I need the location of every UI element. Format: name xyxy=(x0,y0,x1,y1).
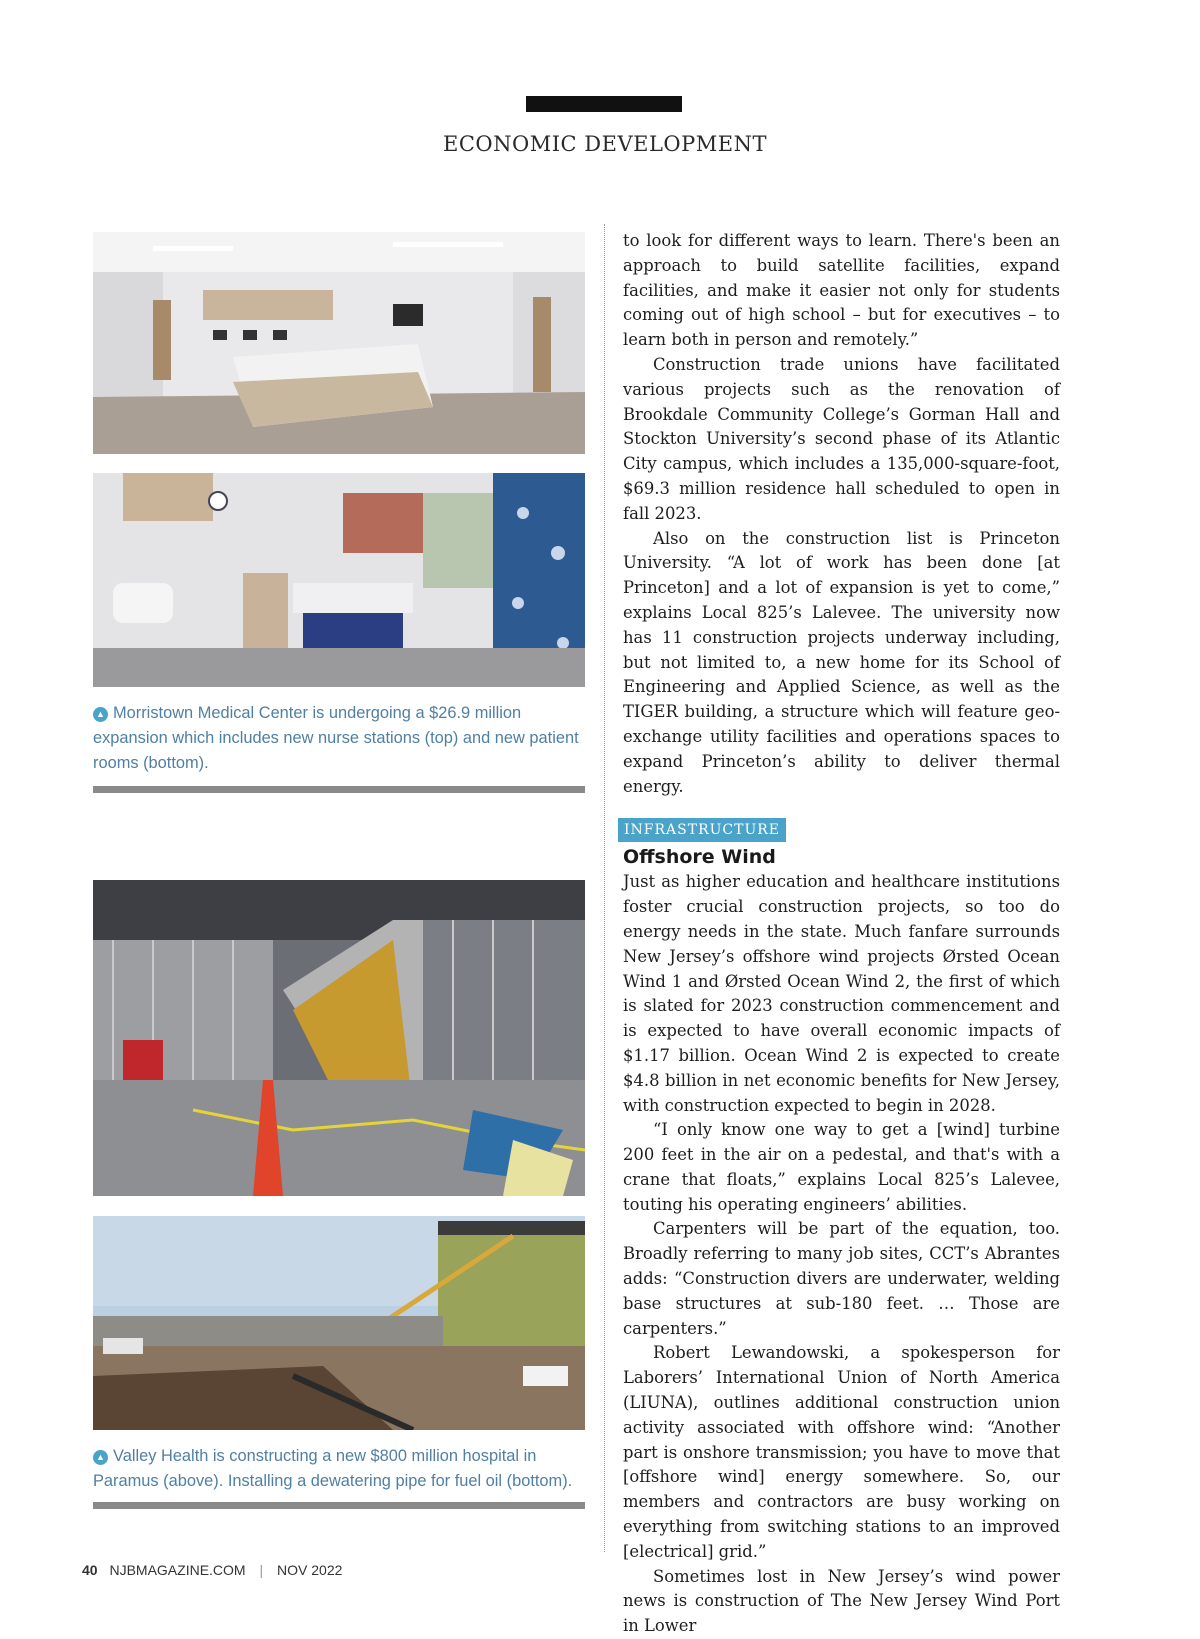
footer-issue: NOV 2022 xyxy=(277,1562,343,1578)
section-badge: INFRASTRUCTURE xyxy=(618,818,786,842)
article-paragraph: to look for different ways to learn. There's been an approach to build satellite facilities, expand facilities, and make it easier not only for students coming out of high school – but for executives – to learn both in person and remotely.” xyxy=(623,231,1060,350)
construction-site-photo xyxy=(93,1216,585,1430)
subheading: Offshore Wind xyxy=(623,846,776,869)
section-marker-bar xyxy=(526,96,682,112)
article-paragraph: Just as higher education and healthcare institutions foster crucial construction projects, so too do energy needs in the state. Much fanfare surrounds New Jersey’s offshore wind projects Ørsted Ocean Wind 1 and Ørsted Ocean Wind 2, the first of which is slated for 2023 construction commencement and is expected to have overall economic impacts of $1.17 billion. Ocean Wind 2 is expected to create $4.8 billion in net economic benefits for New Jersey, with construction expected to begin in 2028. xyxy=(623,872,1060,1115)
photo-caption-1: ▲ Morristown Medical Center is undergoing a $26.9 million expansion which includes new nurse stations (top) and new patient rooms (bottom). xyxy=(93,704,579,772)
caption-rule xyxy=(93,786,585,793)
article-paragraph: Sometimes lost in New Jersey’s wind power news is construction of The New Jersey Wind Port in Lower xyxy=(623,1566,1060,1636)
article-body xyxy=(623,229,1060,1639)
footer-site: NJBMAGAZINE.COM xyxy=(109,1562,246,1578)
nurse-station-photo xyxy=(93,232,585,454)
photo-caption-2: ▲ Valley Health is constructing a new $800 million hospital in Paramus (above). Installing a dewatering pipe for fuel oil (bottom). xyxy=(93,1447,573,1490)
construction-interior-photo xyxy=(93,880,585,1196)
section-title: ECONOMIC DEVELOPMENT xyxy=(443,132,767,156)
column-divider xyxy=(604,224,605,1552)
page-footer xyxy=(82,1562,342,1578)
caption-arrow-icon: ▲ xyxy=(93,707,108,722)
article-paragraph: Carpenters will be part of the equation, too. Broadly referring to many job sites, CCT’s Abrantes adds: “Construction divers are underwater, welding base structures at sub-180 feet. … Those are carpenters.” xyxy=(623,1219,1060,1338)
article-paragraph: Also on the construction list is Princeton University. “A lot of work has been done [at Princeton] and a lot of expansion is yet to come,” explains Local 825’s Lalevee. The university now has 11 construction projects underway including, but not limited to, a new home for its School of Engineering and Applied Science, as well as the TIGER building, a structure which will feature geo-exchange utility facilities and operations spaces to expand Princeton’s ability to deliver thermal energy. xyxy=(623,528,1060,796)
patient-room-photo xyxy=(93,473,585,687)
article-paragraph: “I only know one way to get a [wind] turbine 200 feet in the air on a pedestal, and that's with a crane that floats,” explains Local 825’s Lalevee, touting his operating engineers’ abilities. xyxy=(623,1120,1060,1214)
article-paragraph: Robert Lewandowski, a spokesperson for Laborers’ International Union of North America (LIUNA), outlines additional construction union activity associated with offshore wind: “Another part is onshore transmission; you have to move that [offshore wind] energy somewhere. So, our members and contractors are busy working on everything from switching stations to an improved [electrical] grid.” xyxy=(623,1343,1060,1561)
caption-arrow-icon: ▲ xyxy=(93,1450,108,1465)
caption-rule xyxy=(93,1502,585,1509)
article-paragraph: Construction trade unions have facilitated various projects such as the renovation of Brookdale Community College’s Gorman Hall and Stockton University’s second phase of its Atlantic City campus, which includes a 135,000-square-foot, $69.3 million residence hall scheduled to open in fall 2023. xyxy=(623,354,1060,523)
footer-separator: | xyxy=(259,1562,264,1578)
page-number: 40 xyxy=(82,1562,98,1578)
